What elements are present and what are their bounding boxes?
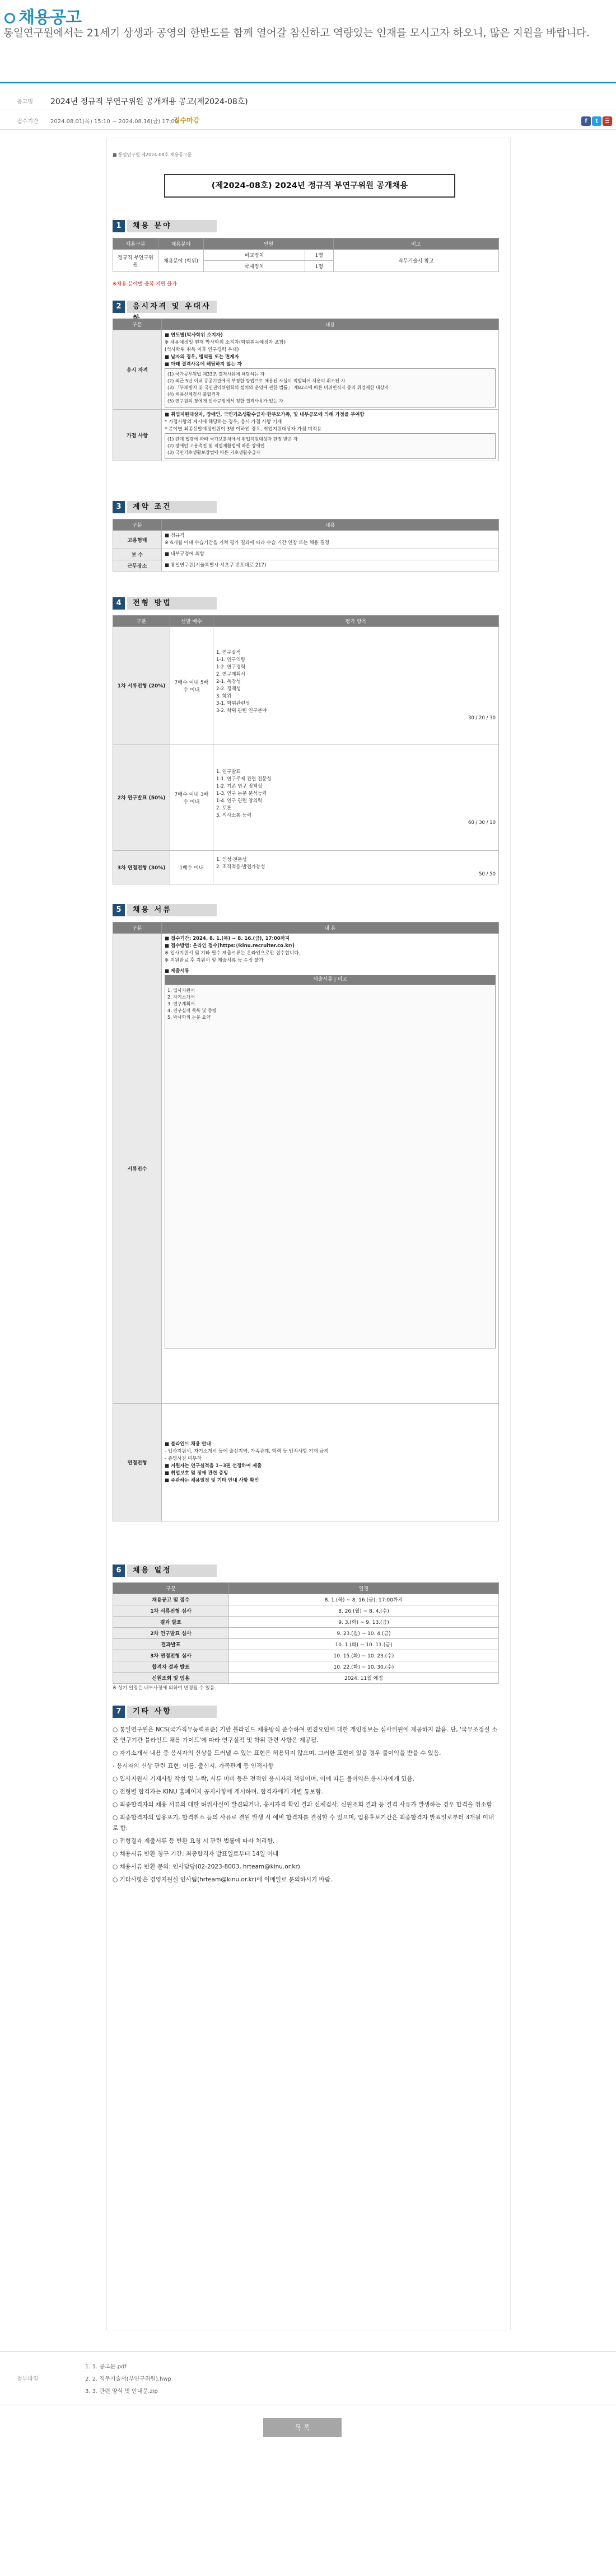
interview-label: 면접전형 bbox=[113, 1404, 162, 1521]
disqualification-box bbox=[165, 368, 496, 408]
schedule-step: 1차 서류전형 심사 bbox=[113, 1605, 229, 1617]
section-4-header bbox=[113, 597, 499, 610]
text-line: ※ 지원완료 후 지원서 및 제출서류 등 수정 불가 bbox=[165, 958, 264, 963]
schedule-note: ※ 상기 일정은 내부사정에 의하여 변경될 수 있음. bbox=[113, 1685, 216, 1691]
text-line: ■ 블라인드 채용 안내 bbox=[165, 1441, 211, 1447]
docs-list-box bbox=[165, 985, 496, 1348]
section-1-header bbox=[113, 220, 499, 232]
eval-item: 2. 토론 bbox=[216, 805, 232, 811]
contract-table bbox=[113, 519, 499, 572]
attachment-link[interactable]: 1. 1. 공고문.pdf bbox=[85, 2364, 127, 2370]
section-number: 4 bbox=[113, 597, 125, 610]
eval-item: 1-2. 기존 연구 정책성 bbox=[216, 783, 263, 789]
selection-table bbox=[113, 615, 499, 884]
bonus-box bbox=[165, 433, 496, 459]
list-item: ○ 입사지원서 기재사항 작성 및 누락, 서류 미비 등은 전적인 응시자의 책임이며, 이에 따른 불이익은 응시자에게 있음. bbox=[113, 1776, 415, 1782]
list-button[interactable]: 목 록 bbox=[263, 2418, 342, 2437]
doc-breadcrumb: ■ 통일연구원 제2024-08호 채용공고문 bbox=[113, 152, 192, 157]
eval-scores: 50 / 50 bbox=[479, 872, 496, 877]
contract-label: 고용형태 bbox=[113, 531, 162, 549]
schedule-step: 합격자 결과 발표 bbox=[113, 1661, 229, 1673]
misc-list bbox=[113, 1725, 499, 1887]
schedule-step: 채용공고 및 접수 bbox=[113, 1594, 229, 1605]
page-title bbox=[4, 3, 81, 28]
list-item: 4. 연구실적 목록 및 증빙 bbox=[167, 1008, 217, 1013]
attachments-label: 첨부파일 bbox=[17, 2376, 39, 2382]
schedule-date: 8. 1.(목) ~ 8. 16.(금), 17:00까지 bbox=[229, 1594, 499, 1605]
text-line: ■ 연도별(박사학위 소지자) bbox=[165, 332, 223, 338]
schedule-step: 2차 연구발표 심사 bbox=[113, 1628, 229, 1639]
list-item: ○ 전형별 합격자는 KINU 홈페이지 공지사항에 게시하며, 합격자에게 개별 통보함. bbox=[113, 1788, 323, 1795]
text-line: ■ 접수방법: 온라인 접수(https://kinu.recruiter.co.kr/) bbox=[165, 943, 295, 949]
meta-period-value: 2024.08.01(목) 15:10 ~ 2024.08.16(금) 17:00 bbox=[50, 119, 179, 125]
table-header: 채용구분 bbox=[113, 238, 158, 250]
schedule-date: 10. 22.(화) ~ 10. 30.(수) bbox=[229, 1661, 499, 1673]
eval-item: 1. 연구실적 bbox=[216, 649, 241, 655]
list-item: ○ 통일연구원은 NCS(국가직무능력표준) 기반 블라인드 채용방식 준수하여 편견요인에 대한 개인정보는 심사위원에 제공하지 않음. 단, '국무조정실 소관 연구기관 블라인드 채용 가이드'에 따라 연구실적 및 학위 관련 사항은 제공됨. bbox=[113, 1726, 498, 1744]
schedule-date: 9. 3.(화) ~ 9. 13.(금) bbox=[229, 1617, 499, 1628]
text-line: ■ 지원자는 연구실적을 1~3편 선정하여 제출 bbox=[165, 1463, 262, 1469]
section-7-header bbox=[113, 1706, 499, 1718]
table-cell: 국제정치 bbox=[204, 261, 305, 272]
page-header bbox=[0, 0, 616, 85]
section-title: 전형 방법 bbox=[127, 597, 217, 610]
table-header: 인원 bbox=[204, 238, 334, 250]
text-line: (4) 채용신체검사 불합격자 bbox=[167, 392, 220, 397]
table-cell: 정규직 부연구위원 bbox=[113, 250, 158, 272]
meta-period-row bbox=[0, 110, 616, 130]
eval-item: 1. 인성·전문성 bbox=[216, 857, 247, 863]
stage-label: 1차 서류전형 (20%) bbox=[113, 627, 170, 744]
schedule-step: 결과발표 bbox=[113, 1639, 229, 1650]
table-header: 구분 bbox=[113, 922, 162, 934]
facebook-share-icon[interactable]: f bbox=[581, 116, 591, 126]
stage-items bbox=[213, 627, 499, 744]
eval-item: 3-1. 학위관련성 bbox=[216, 700, 250, 706]
contract-content: ■ 내부규정에 의함 bbox=[162, 549, 499, 560]
eval-item: 1-2. 연구경력 bbox=[216, 664, 246, 670]
stage-multiplier: 1배수 이내 bbox=[170, 851, 213, 884]
qualification-table bbox=[113, 319, 499, 461]
list-item: ○ 기타사항은 경영지원실 인사팀(hrteam@kinu.or.kr)에 이메일로 문의하시기 바람. bbox=[113, 1876, 333, 1883]
eval-item: 2-2. 정책성 bbox=[216, 686, 241, 692]
section-6-header bbox=[113, 1565, 499, 1577]
list-item: ○ 최종합격자의 임용포기, 합격취소 등의 사유로 결원 발생 시 예비 합격자를 결정할 수 있으며, 임용후보기간은 최종합격자 발표일로부터 3개월 이내로 함. bbox=[113, 1814, 494, 1832]
eval-item: 2-1. 독창성 bbox=[216, 678, 241, 685]
list-item: ○ 채용서류 반환 청구 기간: 최종합격자 발표일로부터 14일 이내 bbox=[113, 1851, 279, 1857]
section-number: 7 bbox=[113, 1706, 125, 1718]
score: 50 bbox=[489, 872, 496, 877]
attachments-section bbox=[0, 2351, 616, 2405]
section-number: 5 bbox=[113, 904, 125, 916]
text-line: (1) 관계 법령에 따라 국가보훈처에서 취업지원대상자 판정 받은 자 bbox=[167, 437, 298, 442]
meta-title-value: 2024년 정규직 부연구위원 공개채용 공고(제2024-08호) bbox=[50, 97, 248, 106]
eval-item: 1-1. 연구역량 bbox=[216, 657, 246, 663]
table-header: 내 용 bbox=[162, 922, 499, 934]
section-title: 채용 일정 bbox=[127, 1565, 217, 1577]
table-header: 내용 bbox=[162, 319, 499, 330]
list-item: 3. 연구계획서 bbox=[167, 1001, 195, 1006]
text-line: ■ 정규직 bbox=[165, 533, 185, 538]
stage-label: 3차 면접전형 (30%) bbox=[113, 851, 170, 884]
list-item: ○ 채용서류 반환 문의: 인사담당(02-2023-8003, hrteam@kinu.or.kr) bbox=[113, 1863, 300, 1870]
notice-document bbox=[106, 138, 511, 2330]
text-line: (석사학위 취득 이후 연구경력 우대) bbox=[165, 347, 239, 353]
text-line: (3) 「부패방지 및 국민권익위원회의 설치와 운영에 관한 법률」 제82조에 따른 비위면직자 등의 취업제한 대상자 bbox=[167, 385, 389, 390]
eval-item: 1-3. 연구 논문 분석능력 bbox=[216, 790, 267, 797]
table-cell: 직무기술서 참고 bbox=[333, 250, 498, 272]
text-line: * 분야별 최종선발예정인원이 3명 이하인 경우, 취업지원대상자 가점 미적용 bbox=[165, 427, 322, 432]
section-title: 기타 사항 bbox=[127, 1706, 217, 1718]
text-line: ■ 제출서류 bbox=[165, 968, 189, 974]
stage-multiplier: 7배수 이내 5배수 이내 bbox=[170, 627, 213, 744]
stage-items bbox=[213, 744, 499, 851]
eval-item: 2. 조직적응·발전가능성 bbox=[216, 864, 265, 870]
eval-item: 1-1. 연구주제 관련 전문성 bbox=[216, 776, 272, 782]
contract-content: ■ 통일연구원(서울특별시 서초구 반포대로 217) bbox=[162, 560, 499, 572]
text-line: (1) 국가공무원법 제33조 결격사유에 해당하는 자 bbox=[167, 372, 265, 377]
attachment-link[interactable]: 3. 3. 관련 양식 및 안내문.zip bbox=[85, 2388, 158, 2395]
text-line: ■ 취업지원대상자, 장애인, 국민기초생활수급자·한부모가족, 및 내부공모에 의해 가점을 부여함 bbox=[165, 412, 365, 418]
text-line: * 가점사항의 제시에 해당하는 경우, 응시 가점 사항 기재 bbox=[165, 419, 282, 425]
eval-item: 3-2. 학위 관련 연구분야 bbox=[216, 708, 267, 714]
schedule-date: 8. 26.(월) ~ 8. 4.(수) bbox=[229, 1605, 499, 1617]
list-item: ○ 최종합격자의 채용 서류의 대한 허위사실이 발견되거나, 응시자격 확인 결과 신체검사, 신원조회 결과 등 결격 사유가 발생하는 경우 합격을 취소함. bbox=[113, 1801, 494, 1808]
score: 20 bbox=[479, 715, 485, 721]
eval-item: 3. 의사소통 능력 bbox=[216, 812, 251, 818]
list-item: 1. 입사지원서 bbox=[167, 988, 195, 993]
schedule-step: 결과 발표 bbox=[113, 1617, 229, 1628]
bonus-label: 가점 사항 bbox=[113, 410, 162, 461]
score: 30 bbox=[489, 715, 496, 721]
list-item: ○ 전형결과 제출서류 등 반환 요청 시 관련 법률에 따라 처리함. bbox=[113, 1838, 275, 1844]
documents-content bbox=[162, 934, 499, 1404]
table-cell: 1명 bbox=[305, 250, 333, 261]
section-number: 3 bbox=[113, 501, 125, 513]
table-header: 채용분야 bbox=[158, 238, 204, 250]
text-line: ■ 취업보호 및 장애 관련 증빙 bbox=[165, 1470, 228, 1476]
eval-item: 1-4. 연구 관련 창의력 bbox=[216, 798, 263, 804]
eval-scores: 30 / 20 / 30 bbox=[468, 715, 496, 721]
table-header: 구분 bbox=[113, 616, 170, 627]
intro-text: 통일연구원에서는 21세기 상생과 공영의 한반도를 함께 열어갈 참신하고 역량있는 인재를 모시고자 하오니, 많은 지원을 바랍니다. bbox=[3, 27, 590, 39]
schedule-table bbox=[113, 1582, 499, 1684]
eval-scores: 60 / 30 / 10 bbox=[468, 819, 496, 826]
text-line: - 증명사진 미부착 bbox=[165, 1455, 202, 1462]
text-line: ※ 6개월 이내 수습기간을 거쳐 평가 결과에 따라 수습 기간 연장 또는 채용 결정 bbox=[165, 540, 329, 546]
schedule-date: 9. 23.(월) ~ 10. 4.(금) bbox=[229, 1628, 499, 1639]
contract-label: 근무장소 bbox=[113, 560, 162, 572]
list-item: ○ 자기소개서 내용 중 응시자의 신상을 드러낼 수 있는 표현은 허용되지 않으며, 그러한 표현이 있을 경우 불이익을 받을 수 있음. bbox=[113, 1750, 441, 1757]
section-title: 응시자격 및 우대사 bbox=[127, 301, 217, 313]
text-line: (5) 연구원의 장에게 인사규정에서 정한 결격사유가 있는 자 bbox=[167, 399, 283, 404]
text-line: (2) 장애인 고용촉진 및 직업재활법에 따른 장애인 bbox=[167, 443, 265, 448]
list-item: - 응시자의 신상 관련 표현: 이름, 출신지, 가족관계 등 인적사항 bbox=[113, 1763, 274, 1769]
section-number: 1 bbox=[113, 220, 125, 232]
doc-title: (제2024-08호) 2024년 정규직 부연구위원 공개채용 bbox=[164, 174, 455, 198]
section-5-header bbox=[113, 904, 499, 916]
section-title: 채용 분야 bbox=[127, 220, 217, 232]
table-header: 선발 배수 bbox=[170, 616, 213, 627]
title-bullet-icon bbox=[4, 13, 15, 24]
twitter-share-icon[interactable]: t bbox=[592, 116, 601, 126]
text-line: ■ 남자의 경우, 병역필 또는 면제자 bbox=[165, 354, 239, 360]
print-share-icon[interactable]: ☰ bbox=[603, 116, 612, 126]
text-line: ■ 접수기간: 2024. 8. 1.(목) ~ 8. 16.(금), 17:00까지 bbox=[165, 936, 290, 942]
section-3-header bbox=[113, 501, 499, 513]
eval-item: 3. 학위 bbox=[216, 693, 232, 699]
text-line: ■ 주관하는 채용일정 및 기타 안내 사항 확인 bbox=[165, 1477, 259, 1483]
page-title-text: 채용공고 bbox=[18, 8, 81, 27]
section-number: 6 bbox=[113, 1565, 125, 1577]
section-number: 2 bbox=[113, 301, 125, 313]
text-line: ■ 아래 결격사유에 해당하지 않는 자 bbox=[165, 362, 242, 367]
qualification-label: 응시 자격 bbox=[113, 330, 162, 410]
score: 30 bbox=[468, 715, 474, 721]
attachment-link[interactable]: 2. 2. 직무기술서(부연구위원).hwp bbox=[85, 2376, 171, 2382]
table-cell: 비교정치 bbox=[204, 250, 305, 261]
documents-table bbox=[113, 922, 499, 1521]
section-title: 계약 조건 bbox=[127, 501, 217, 513]
table-header: 비고 bbox=[333, 238, 498, 250]
stage-multiplier: 7배수 이내 3배수 이내 bbox=[170, 744, 213, 851]
schedule-step: 신원조회 및 임용 bbox=[113, 1673, 229, 1684]
schedule-date: 2024. 11월 예정 bbox=[229, 1673, 499, 1684]
table-header: 내용 bbox=[162, 519, 499, 531]
table-header: 일정 bbox=[229, 1583, 499, 1594]
table-header: 구분 bbox=[113, 1583, 229, 1594]
text-line: (2) 최근 5년 이내 공공기관에서 부정한 방법으로 채용된 사실이 적발되어 채용이 취소된 자 bbox=[167, 378, 346, 383]
table-header: 제출서류 bbox=[313, 977, 333, 982]
text-line: - 입사지원서, 자기소개서 등에 출신지역, 가족관계, 학력 등 인적사항 기재 금지 bbox=[165, 1448, 329, 1454]
schedule-date: 10. 1.(화) ~ 10. 11.(금) bbox=[229, 1639, 499, 1650]
table-cell: 1명 bbox=[305, 261, 333, 272]
table-header: 구분 bbox=[113, 319, 162, 330]
table-header: 구분 bbox=[113, 519, 162, 531]
text-line: (3) 국민기초생활보장법에 따른 기초생활수급자 bbox=[167, 450, 260, 455]
score: 30 bbox=[479, 819, 485, 826]
section-title: 채용 서류 bbox=[127, 904, 217, 916]
score: 10 bbox=[489, 819, 496, 826]
header-divider bbox=[0, 82, 616, 83]
status-badge: 접수마감 bbox=[174, 116, 200, 124]
section-1-note: ※채용 분야별 중복 지원 불가 bbox=[113, 282, 177, 287]
score: 50 bbox=[479, 872, 485, 877]
qualification-content bbox=[162, 330, 499, 410]
interview-content bbox=[162, 1404, 499, 1521]
eval-item: 1. 연구발표 bbox=[216, 769, 241, 775]
table-header: 비고 bbox=[337, 977, 347, 982]
schedule-date: 10. 15.(화) ~ 10. 23.(수) bbox=[229, 1650, 499, 1661]
table-header: 평가 항목 bbox=[213, 616, 499, 627]
meta-period-label: 접수기간 bbox=[17, 119, 39, 125]
stage-items bbox=[213, 851, 499, 884]
meta-title-row bbox=[0, 91, 616, 110]
schedule-step: 3차 면접전형 심사 bbox=[113, 1650, 229, 1661]
score: 60 bbox=[468, 819, 474, 826]
section-2-header bbox=[113, 301, 499, 313]
stage-label: 2차 연구발표 (50%) bbox=[113, 744, 170, 851]
table-cell: 채용분야 (학위) bbox=[158, 250, 204, 272]
contract-label: 보 수 bbox=[113, 549, 162, 560]
list-item: 2. 자기소개서 bbox=[167, 995, 195, 1000]
eval-item: 2. 연구계획서 bbox=[216, 671, 245, 677]
docs-table-header: 제출서류 | 비고 bbox=[165, 975, 496, 985]
list-item: 5. 박사학위 논문 요약 bbox=[167, 1015, 211, 1020]
bonus-content bbox=[162, 410, 499, 461]
text-line: ※ 채용예정일 현재 박사학위 소지자(학위취득예정자 포함) bbox=[165, 340, 286, 345]
recruit-field-table bbox=[113, 238, 499, 272]
contract-content bbox=[162, 531, 499, 549]
meta-title-label: 공고명 bbox=[17, 99, 33, 105]
text-line: ※ 입사지원서 및 기타 필수 제출서류는 온라인으로만 접수합니다. bbox=[165, 950, 301, 956]
submit-label: 서류전수 bbox=[113, 934, 162, 1404]
